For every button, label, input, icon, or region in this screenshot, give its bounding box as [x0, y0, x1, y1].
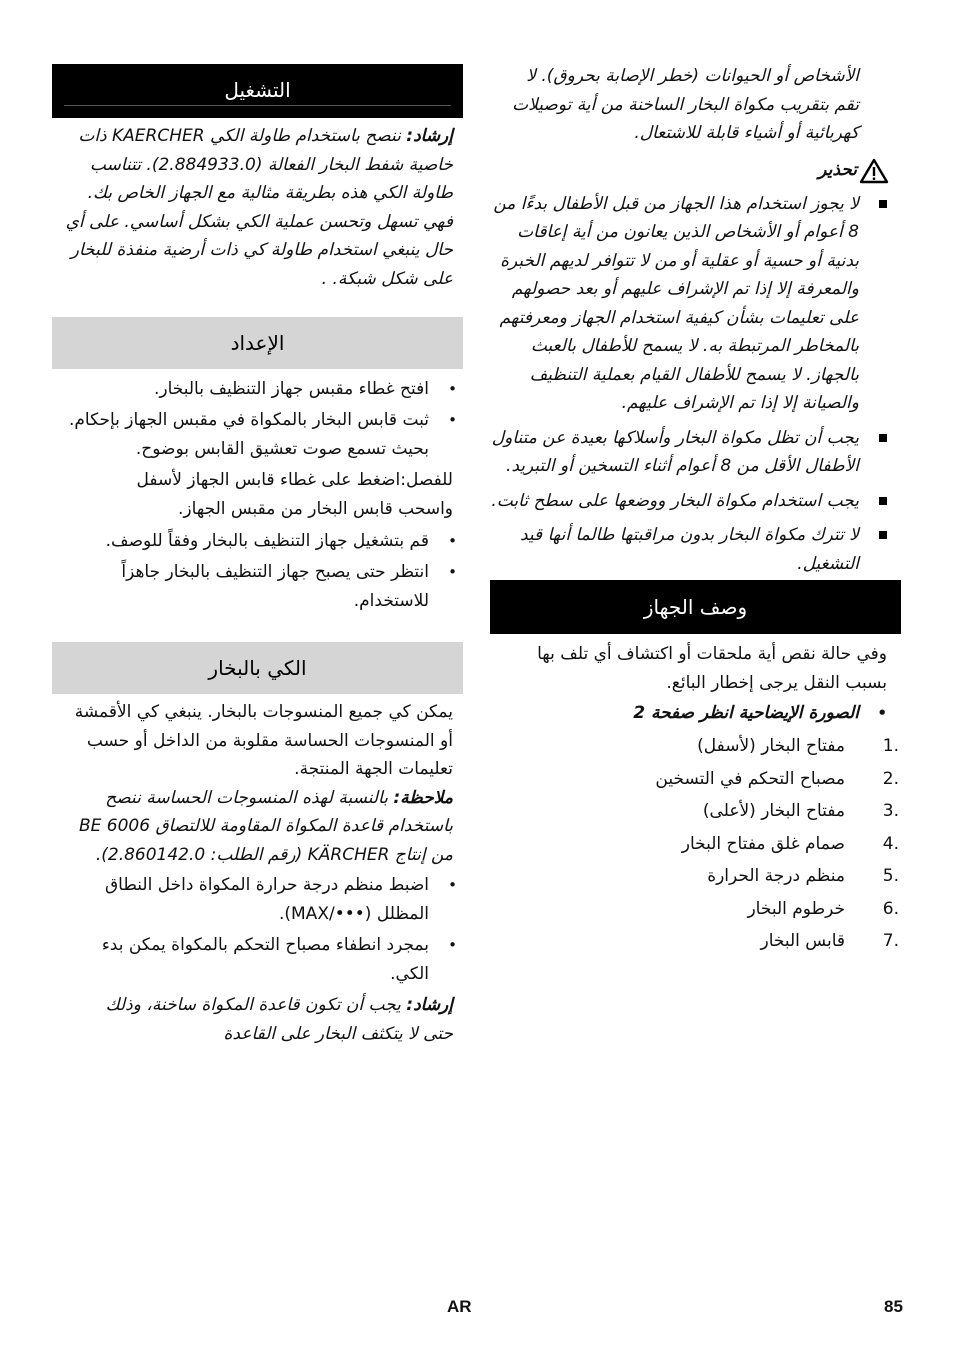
part-item: 7. قابس البخار — [760, 931, 899, 951]
setup-list-a — [52, 375, 463, 464]
caution-list — [490, 190, 901, 579]
hint2-text: يجب أن تكون قاعدة المكواة ساخنة، وذلك حتى لا يتكثف البخار على القاعدة — [105, 995, 453, 1044]
steam-ironing-title: الكي بالبخار — [52, 642, 463, 694]
steam-item: • بمجرد انطفاء مصباح التحكم بالمكواة يمكن بدء الكي. — [58, 931, 429, 989]
figure-ref-list — [490, 699, 901, 728]
caution-item: يجب أن تظل مكواة البخار وأسلاكها بعيدة عن متناول الأطفال الأقل من 8 أعوام أثناء التسخين أو التبريد. — [490, 424, 859, 481]
note-text: بالنسبة لهذه المنسوجات الحساسة ننصح باستخدام قاعدة المكواة المقاومة للالتصاق BE 6006 من إنتاج KÄRCHER (رقم الطلب: 2.860142.0). — [78, 787, 453, 865]
right-column — [490, 62, 901, 958]
caution-heading — [490, 156, 901, 190]
setup-item: • ثبت قابس البخار بالمكواة في مقبس الجهاز بإحكام. بحيث تسمع صوت تعشيق القابس بوضوح. — [58, 406, 429, 464]
setup-item: • قم بتشغيل جهاز التنظيف بالبخار وفقاً للوصف. — [58, 527, 429, 556]
operation-title: التشغيل — [52, 64, 463, 118]
device-description-title: وصف الجهاز — [490, 580, 901, 634]
part-item: 3. مفتاح البخار (لأعلى) — [702, 801, 899, 821]
steam-list — [52, 871, 463, 989]
steam-item: • اضبط منظم درجة حرارة المكواة داخل النطاق المظلل (•••/MAX). — [58, 871, 429, 929]
part-item: 4. صمام غلق مفتاح البخار — [681, 833, 899, 854]
setup-item: • افتح غطاء مقبس جهاز التنظيف بالبخار. — [58, 375, 429, 404]
page-number: 85 — [884, 1297, 903, 1316]
parts-list — [490, 730, 901, 958]
part-item: 5. منظم درجة الحرارة — [707, 866, 899, 886]
caution-label: تحذير — [818, 159, 857, 180]
caution-item: لا يجوز استخدام هذا الجهاز من قبل الأطفال بدءًا من 8 أعوام أو الأشخاص الذين يعانون من أية إعاقات بدنية أو حسية أو عقلية أو من لا تتوافر لديهم الخبرة والمعرفة إلا إذا تم الإشراف عليهم أو بعد حصولهم على تعليمات بشأن كيفية استخدام الجهاز ومعرفتهم بالمخاطر المرتبطة به. لا يسمح للأطفال بالعبث بالجهاز. لا يسمح للأطفال القيام بعملية التنظيف والصيانة إلا إذا تم الإشراف عليهم. — [490, 190, 859, 418]
setup-title: الإعداد — [52, 317, 463, 369]
caution-item: لا تترك مكواة البخار بدون مراقبتها طالما أنها قيد التشغيل. — [490, 521, 859, 578]
hint-text: ننصح باستخدام طاولة الكي KAERCHER ذات خاصية شفط البخار الفعالة (2.884933.0). تتناسب طاولة الكي هذه بطريقة مثالية مع الجهاز الخاص بك. فهي تسهل وتحسن عملية الكي بشكل أساسي. على أي حال ينبغي استخدام طاولة كي ذات أرضية منفذة للبخار على شكل شبكة. . — [65, 126, 453, 289]
operation-hint — [52, 122, 463, 293]
hint2-label: إرشاد: — [406, 995, 453, 1015]
part-item: 2. مصباح التحكم في التسخين — [655, 768, 899, 789]
setup-list-b — [52, 527, 463, 616]
language-code: AR — [447, 1297, 472, 1316]
hint-label: إرشاد: — [406, 126, 453, 146]
left-column — [52, 64, 463, 1048]
part-item: 1. مفتاح البخار (لأسفل) — [697, 736, 899, 756]
steam-intro: يمكن كي جميع المنسوجات بالبخار. ينبغي كي الأقمشة أو المنسوجات الحساسة مقلوبة من الداخل أو حسب تعليمات الجهة المنتجة. — [74, 702, 453, 779]
warning-continuation: الأشخاص أو الحيوانات (خطر الإصابة بحروق). لا تقم بتقريب مكواة البخار الساخنة من أية توصيلات كهربائية أو أشياء قابلة للاشتعال. — [512, 66, 859, 143]
part-item: 6. خرطوم البخار — [747, 898, 899, 919]
steam-note — [52, 784, 463, 870]
figure-reference: • الصورة الإيضاحية انظر صفحة 2 — [496, 699, 859, 728]
note-label: ملاحظة: — [393, 787, 453, 808]
device-intro: وفي حالة نقص أية ملحقات أو اكتشاف أي تلف بها بسبب النقل يرجى إخطار البائع. — [537, 644, 887, 693]
detach-instruction: للفصل:اضغط على غطاء قابس الجهاز لأسفل واسحب قابس البخار من مقبس الجهاز. — [136, 470, 453, 519]
steam-hint — [52, 991, 463, 1048]
caution-item: يجب استخدام مكواة البخار ووضعها على سطح ثابت. — [490, 487, 859, 516]
setup-item: • انتظر حتى يصبح جهاز التنظيف بالبخار جاهزاً للاستخدام. — [58, 558, 429, 616]
warning-triangle-icon — [859, 158, 889, 184]
